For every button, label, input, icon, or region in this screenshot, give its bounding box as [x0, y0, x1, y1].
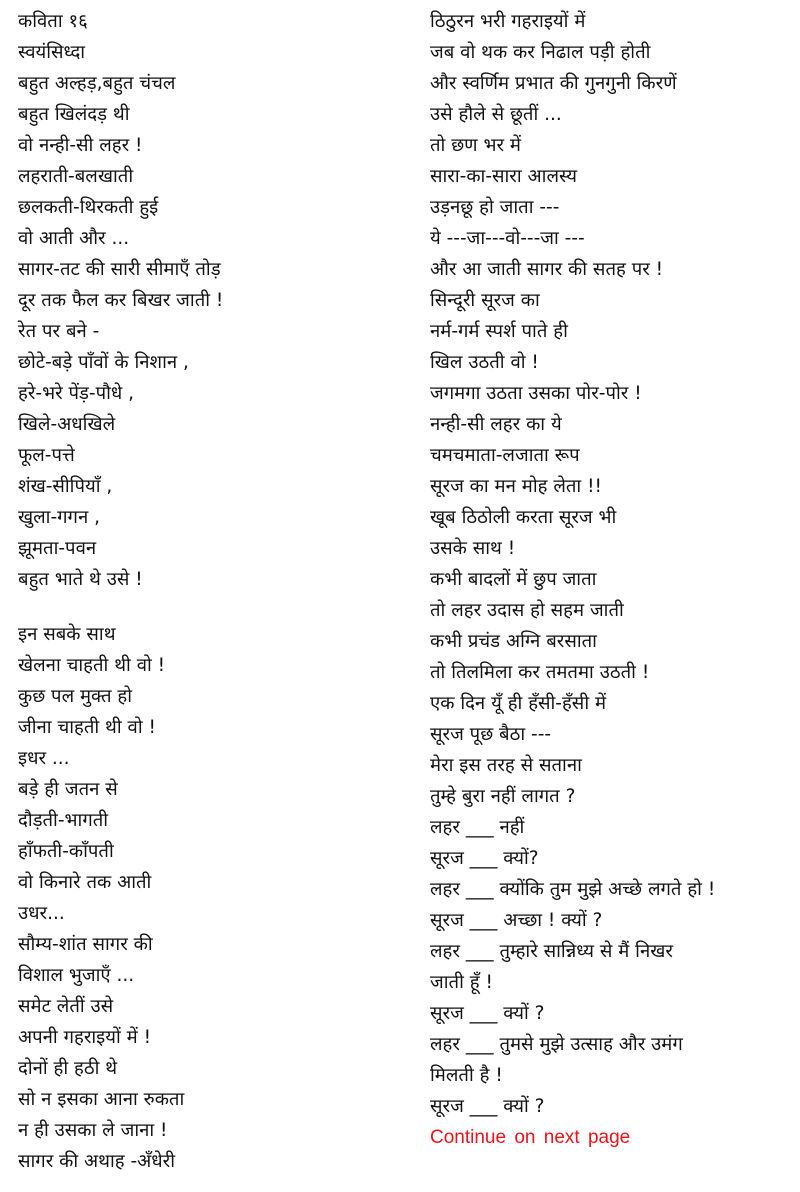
poem-line: सूरज पूछ बैठा --- — [430, 724, 552, 745]
poem-line: जगमगा उठता उसका पोर-पोर ! — [430, 383, 642, 404]
poem-line: वो आती और ... — [18, 228, 130, 249]
poem-line: समेट लेतीं उसे — [18, 996, 114, 1017]
poem-line: हाँफती-काँपती — [18, 841, 114, 862]
poem-line: अपनी गहराइयों में ! — [18, 1027, 152, 1048]
poem-line: बहुत खिलंदड़ थी — [18, 104, 130, 125]
poem-line: उड़नछू हो जाता --- — [430, 197, 560, 218]
poem-line: कभी प्रचंड अग्नि बरसाता — [430, 631, 597, 652]
poem-line: खूब ठिठोली करता सूरज भी — [430, 507, 617, 528]
poem-line: सारा-का-सारा आलस्य — [430, 166, 577, 187]
poem-line: मिलती है ! — [430, 1065, 503, 1086]
poem-line: न ही उसका ले जाना ! — [18, 1120, 168, 1141]
poem-right-column — [430, 6, 795, 1153]
poem-line: सूरज ___ अच्छा ! क्यों ? — [430, 910, 603, 931]
poem-line: उसके साथ ! — [430, 538, 516, 559]
poem-line: बहुत भाते थे उसे ! — [18, 569, 143, 590]
poem-line: खुला-गगन , — [18, 507, 101, 528]
poem-line: दोनों ही हठी थे — [18, 1058, 118, 1079]
poem-line: दौड़ती-भागती — [18, 810, 109, 831]
poem-line: ठिठुरन भरी गहराइयों में — [430, 11, 586, 32]
poem-line: इधर ... — [18, 748, 70, 769]
poem-line: एक दिन यूँ ही हँसी-हँसी में — [430, 693, 607, 714]
poem-line: नर्म-गर्म स्पर्श पाते ही — [430, 321, 568, 342]
poem-line: नन्ही-सी लहर का ये — [430, 414, 562, 435]
poem-line: लहराती-बलखाती — [18, 166, 134, 187]
poem-line: सागर की अथाह -अँधेरी — [18, 1151, 176, 1172]
poem-line: कुछ पल मुक्त हो — [18, 686, 133, 707]
poem-line: रेत पर बने - — [18, 321, 100, 342]
poem-line: इन सबके साथ — [18, 624, 116, 645]
poem-line: वो नन्ही-सी लहर ! — [18, 135, 143, 156]
poem-line: तुम्हे बुरा नहीं लागत ? — [430, 786, 576, 807]
poem-line: खिले-अधखिले — [18, 414, 116, 435]
poem-line: शंख-सीपियाँ , — [18, 476, 113, 497]
poem-line: ये ---जा---वो---जा --- — [430, 228, 585, 249]
poem-line: दूर तक फैल कर बिखर जाती ! — [18, 290, 224, 311]
poem-line: सूरज ___ क्यों ? — [430, 1003, 545, 1024]
poem-line: जीना चाहती थी वो ! — [18, 717, 156, 738]
poem-line: तो तिलमिला कर तमतमा उठती ! — [430, 662, 650, 683]
poem-line: उधर... — [18, 903, 65, 924]
poem-line: उसे हौले से छूतीं ... — [430, 104, 562, 125]
poem-line: सूरज का मन मोह लेता !! — [430, 476, 602, 497]
poem-line: झूमता-पवन — [18, 538, 97, 559]
poem-line: तो लहर उदास हो सहम जाती — [430, 600, 624, 621]
poem-left-column — [18, 6, 398, 1177]
poem-subtitle: स्वयंसिध्दा — [18, 42, 86, 63]
poem-line: चमचमाता-लजाता रूप — [430, 445, 580, 466]
poem-line: लहर ___ तुम्हारे सान्निध्य से मैं निखर — [430, 941, 673, 962]
poem-line: बहुत अल्हड़,बहुत चंचल — [18, 73, 176, 94]
poem-line: खेलना चाहती थी वो ! — [18, 655, 166, 676]
poem-line: सौम्य-शांत सागर की — [18, 934, 153, 955]
poem-line: कभी बादलों में छुप जाता — [430, 569, 597, 590]
poem-line: छोटे-बड़े पाँवों के निशान , — [18, 352, 189, 373]
poem-line: लहर ___ तुमसे मुझे उत्साह और उमंग — [430, 1034, 683, 1055]
poem-line: वो किनारे तक आती — [18, 872, 152, 893]
poem-line: सूरज ___ क्यों? — [430, 848, 539, 869]
poem-line: लहर ___ क्योंकि तुम मुझे अच्छे लगते हो ! — [430, 879, 716, 900]
poem-line: तो छण भर में — [430, 135, 521, 156]
poem-line: फूल-पत्ते — [18, 445, 75, 466]
poem-line: जब वो थक कर निढाल पड़ी होती — [430, 42, 651, 63]
poem-line: सिन्दूरी सूरज का — [430, 290, 540, 311]
poem-line: मेरा इस तरह से सताना — [430, 755, 582, 776]
continue-on-next-page-note: Continue on next page — [430, 1127, 631, 1148]
poem-line: और आ जाती सागर की सतह पर ! — [430, 259, 664, 280]
poem-line: और स्वर्णिम प्रभात की गुनगुनी किरणें — [430, 73, 677, 94]
poem-line: खिल उठती वो ! — [430, 352, 539, 373]
poem-line: सो न इसका आना रुकता — [18, 1089, 185, 1110]
poem-line: सूरज ___ क्यों ? — [430, 1096, 545, 1117]
poem-title: कविता १६ — [18, 11, 88, 32]
poem-line: विशाल भुजाएँ ... — [18, 965, 135, 986]
stanza-break — [18, 595, 398, 619]
poem-line: छलकती-थिरकती हुई — [18, 197, 159, 218]
poem-line: जाती हूँ ! — [430, 972, 493, 993]
poem-line: सागर-तट की सारी सीमाएँ तोड़ — [18, 259, 221, 280]
poem-line: बड़े ही जतन से — [18, 779, 118, 800]
poem-line: लहर ___ नहीं — [430, 817, 525, 838]
poem-line: हरे-भरे पेंड़-पौधे , — [18, 383, 135, 404]
